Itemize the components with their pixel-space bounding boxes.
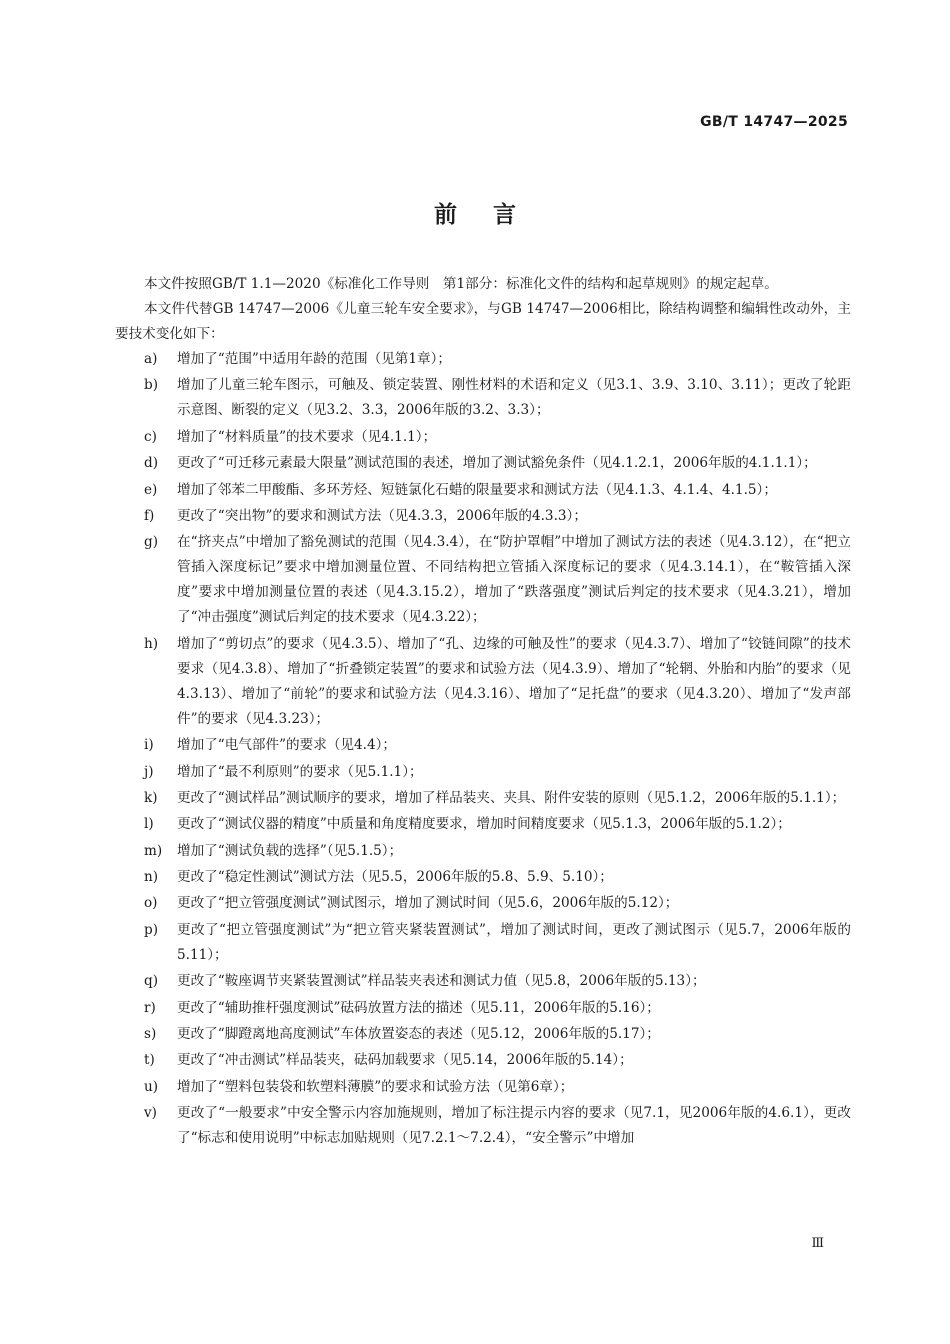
list-marker: e) — [144, 481, 158, 498]
list-item — [115, 530, 851, 630]
list-item-text: 更改了“测试仪器的精度”中质量和角度精度要求，增加时间精度要求（见5.1.3，2006年版的5.1.2）； — [177, 816, 791, 833]
list-item-text: 增加了“测试负载的选择”（见5.1.5）； — [177, 842, 403, 859]
page-title: 前言 — [434, 202, 552, 228]
list-item-text: 更改了“脚蹬离地高度测试”车体放置姿态的表述（见5.12，2006年版的5.17）； — [177, 1026, 660, 1043]
list-item-text: 更改了“稳定性测试”测试方法（见5.5，2006年版的5.8、5.9、5.10）； — [177, 869, 613, 886]
list-item-text: 更改了“测试样品”测试顺序的要求，增加了样品装夹、夹具、附件安装的原则（见5.1.2，2006年版的5.1.1）； — [177, 789, 846, 806]
list-item-text: 增加了“最不利原则”的要求（见5.1.1）； — [177, 763, 423, 780]
technical-changes-list — [115, 347, 851, 1151]
list-item — [115, 996, 851, 1021]
list-item — [115, 865, 851, 890]
list-item — [115, 1075, 851, 1100]
list-marker: c) — [144, 428, 157, 445]
list-marker: m) — [144, 842, 163, 859]
list-item — [115, 1048, 851, 1073]
paragraph-drafting-rule: 本文件按照GB/T 1.1—2020《标准化工作导则 第1部分：标准化文件的结构和起草规则》的规定起草。 — [144, 276, 778, 292]
list-item-text: 更改了“辅助推杆强度测试”砝码放置方法的描述（见5.11，2006年版的5.16）； — [177, 999, 660, 1016]
list-marker: n) — [144, 869, 159, 886]
standard-code: GB/T 14747—2025 — [700, 114, 848, 130]
list-item — [115, 733, 851, 758]
list-item-text: 增加了“范围”中适用年龄的范围（见第1章）； — [177, 351, 452, 367]
list-marker: a) — [144, 351, 158, 367]
list-item-text: 增加了“电气部件”的要求（见4.4）； — [177, 737, 397, 754]
page-number: Ⅲ — [811, 1236, 824, 1251]
list-item-text: 增加了“剪切点”的要求（见4.3.5）、增加了“孔、边缘的可触及性”的要求（见4.3.7）、增加了“铰链间隙”的技术要求（见4.3.8）、增加了“折叠锁定装置”的要求和试验方法（见4.3.9）、增加了“轮辋、外胎和内胎”的要求（见4.3.13）、增加了“前轮”的要求和试验方法（见4.3.16）、增加了“足托盘”的要求（见4.3.20）、增加了“发声部件”的要求（见4.3.23）； — [177, 635, 851, 727]
list-item — [115, 812, 851, 837]
list-marker: p) — [144, 921, 159, 938]
list-item-text: 更改了“可迁移元素最大限量”测试范围的表述，增加了测试豁免条件（见4.1.2.1，2006年版的4.1.1.1）； — [177, 455, 817, 472]
list-item — [115, 478, 851, 503]
list-item — [115, 786, 851, 811]
list-item — [115, 760, 851, 785]
list-item-text: 更改了“鞍座调节夹紧装置测试”样品装夹表述和测试力值（见5.8，2006年版的5.13）； — [177, 973, 706, 990]
list-item-text: 增加了邻苯二甲酸酯、多环芳烃、短链氯化石蜡的限量要求和测试方法（见4.1.3、4.1.4、4.1.5）； — [177, 481, 777, 498]
list-marker: v) — [144, 1105, 157, 1122]
list-item — [115, 918, 851, 968]
list-marker: q) — [144, 973, 159, 990]
list-item-text: 更改了“突出物”的要求和测试方法（见4.3.3，2006年版的4.3.3）； — [177, 507, 587, 524]
list-item-text: 在“挤夹点”中增加了豁免测试的范围（见4.3.4），在“防护罩帽”中增加了测试方法的表述（见4.3.12），在“把立管插入深度标记”要求中增加测量位置、不同结构把立管插入深度标记的要求（见4.3.14.1），在“鞍管插入深度”要求中增加测量位置的表述（见4.3.15.2），增加了“跌落强度”测试后判定的技术要求（见4.3.21），增加了“冲击强度”测试后判定的技术要求（见4.3.22）； — [177, 534, 851, 626]
list-item — [115, 373, 851, 423]
list-marker: b) — [144, 377, 159, 394]
list-marker: j) — [144, 763, 154, 780]
list-item-text: 更改了“把立管强度测试”为“把立管夹紧装置测试”，增加了测试时间，更改了测试图示（见5.7，2006年版的5.11）； — [177, 921, 851, 963]
paragraph-replacement-intro: 本文件代替GB 14747—2006《儿童三轮车安全要求》，与GB 14747—2006相比，除结构调整和编辑性改动外，主要技术变化如下： — [115, 301, 851, 342]
list-item-text: 增加了“塑料包装袋和软塑料薄膜”的要求和试验方法（见第6章）； — [177, 1078, 574, 1095]
list-item — [115, 891, 851, 916]
list-item-text: 增加了“材料质量”的技术要求（见4.1.1）； — [177, 428, 437, 445]
list-marker: g) — [144, 534, 159, 551]
foreword-body — [115, 272, 851, 1153]
list-item-text: 更改了“一般要求”中安全警示内容加施规则，增加了标注提示内容的要求（见7.1，见2006年版的4.6.1），更改了“标志和使用说明”中标志加贴规则（见7.2.1～7.2.4），“安全警示”中增加 — [177, 1105, 851, 1147]
list-marker: s) — [144, 1026, 157, 1043]
list-item — [115, 839, 851, 864]
list-item — [115, 632, 851, 732]
list-item — [115, 347, 851, 372]
list-item-text: 更改了“把立管强度测试”测试图示，增加了测试时间（见5.6，2006年版的5.12）； — [177, 895, 679, 912]
list-marker: o) — [144, 895, 158, 912]
list-item — [115, 1101, 851, 1151]
list-item-text: 更改了“冲击测试”样品装夹，砝码加载要求（见5.14，2006年版的5.14）； — [177, 1052, 633, 1069]
list-marker: r) — [144, 999, 156, 1016]
list-item — [115, 969, 851, 994]
list-marker: i) — [144, 737, 154, 754]
list-item — [115, 1022, 851, 1047]
list-item — [115, 451, 851, 476]
list-item — [115, 425, 851, 450]
list-item — [115, 504, 851, 529]
list-marker: u) — [144, 1078, 159, 1095]
list-marker: f) — [144, 507, 155, 524]
list-marker: t) — [144, 1052, 155, 1069]
list-marker: l) — [144, 816, 154, 833]
list-marker: k) — [144, 789, 158, 806]
list-item-text: 增加了儿童三轮车图示，可触及、锁定装置、刚性材料的术语和定义（见3.1、3.9、3.10、3.11）；更改了轮距示意图、断裂的定义（见3.2、3.3，2006年版的3.2、3.3）； — [177, 377, 851, 419]
list-marker: h) — [144, 635, 159, 652]
list-marker: d) — [144, 455, 159, 472]
